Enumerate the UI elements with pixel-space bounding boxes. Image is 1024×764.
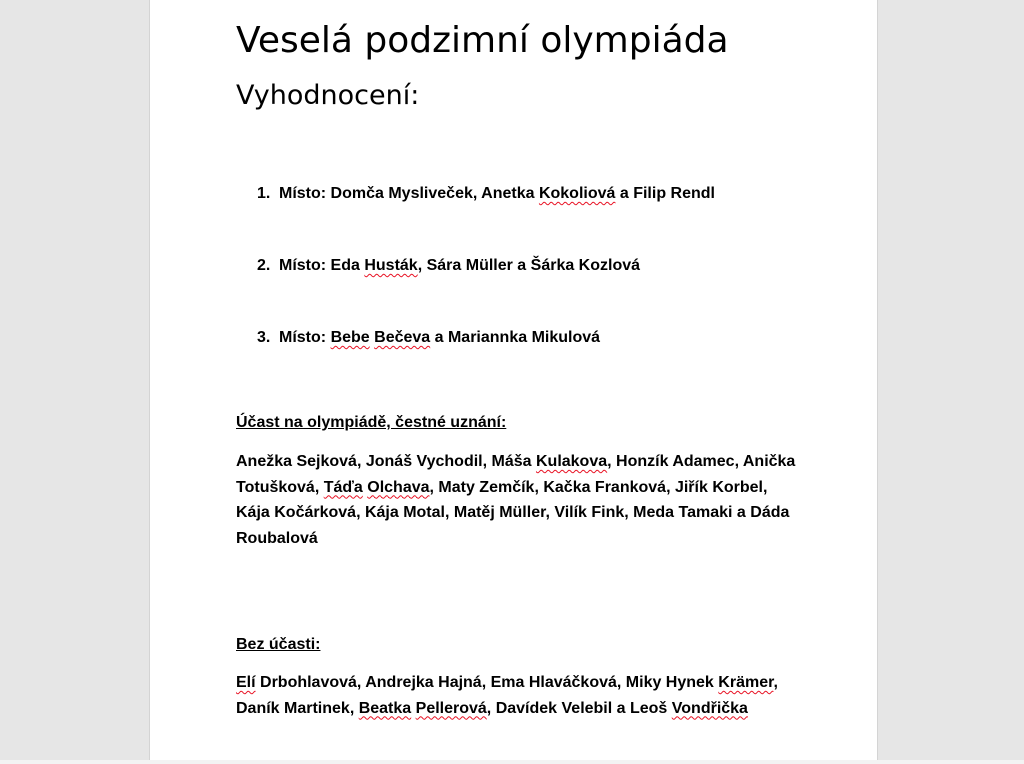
absent-paragraph (236, 670, 796, 721)
status-divider (0, 760, 1024, 764)
document-title: Veselá podzimní olympiáda (236, 20, 729, 61)
place-text: , Sára Müller a Šárka Kozlová (417, 257, 641, 274)
misspelled-word[interactable]: Beatka (358, 699, 412, 717)
misspelled-word[interactable]: Krämer (718, 674, 774, 691)
misspelled-word[interactable]: Olchava (367, 478, 430, 496)
misspelled-word[interactable]: Kokoliová (538, 185, 616, 202)
place-item-2 (257, 257, 640, 275)
misspelled-word[interactable]: Pellerová (415, 699, 487, 717)
place-item-1 (257, 185, 715, 203)
paragraph-text: , Honzík Adamec, Anička Totušková, (236, 453, 796, 496)
paragraph-text: Drbohlavová, Andrejka Hajná, Ema Hlaváčková, Miky Hynek (255, 674, 719, 691)
misspelled-word[interactable]: Táďa (323, 478, 363, 496)
misspelled-word[interactable]: Vondřička (671, 699, 748, 717)
place-text: Domča Mysliveček, Anetka (326, 185, 539, 202)
place-label: Místo: (279, 185, 327, 202)
document-subtitle: Vyhodnocení: (236, 80, 420, 111)
list-number: 3. (257, 329, 271, 346)
misspelled-word[interactable]: Kulakova (535, 453, 608, 470)
absent-heading: Bez účasti: (236, 636, 321, 653)
list-number: 1. (257, 185, 271, 202)
list-number: 2. (257, 257, 271, 274)
place-text: Eda (326, 257, 365, 274)
paragraph-text: , Daník Martinek, (236, 674, 778, 717)
misspelled-word[interactable]: Elí (236, 674, 256, 691)
place-item-3 (257, 329, 600, 347)
participation-heading: Účast na olympiádě, čestné uznání: (236, 414, 507, 431)
participation-paragraph (236, 449, 796, 551)
place-text: a Mariannka Mikulová (430, 329, 601, 346)
paragraph-text: Anežka Sejková, Jonáš Vychodil, Máša (236, 453, 536, 470)
misspelled-word[interactable]: Husták (364, 257, 418, 274)
place-label: Místo: (279, 257, 327, 274)
paragraph-text: , Maty Zemčík, Kačka Franková, Jiřík Korbel, Kája Kočárková, Kája Motal, Matěj Müller, Vilík Fink, Meda Tamaki a Dáda Roubalová (236, 478, 790, 547)
paragraph-text: , Davídek Velebil a Leoš (486, 699, 672, 717)
misspelled-word[interactable]: Bečeva (374, 329, 431, 346)
misspelled-word[interactable]: Bebe (330, 329, 370, 346)
place-label: Místo: (279, 329, 327, 346)
document-page[interactable] (149, 0, 878, 764)
place-text: a Filip Rendl (615, 185, 715, 202)
